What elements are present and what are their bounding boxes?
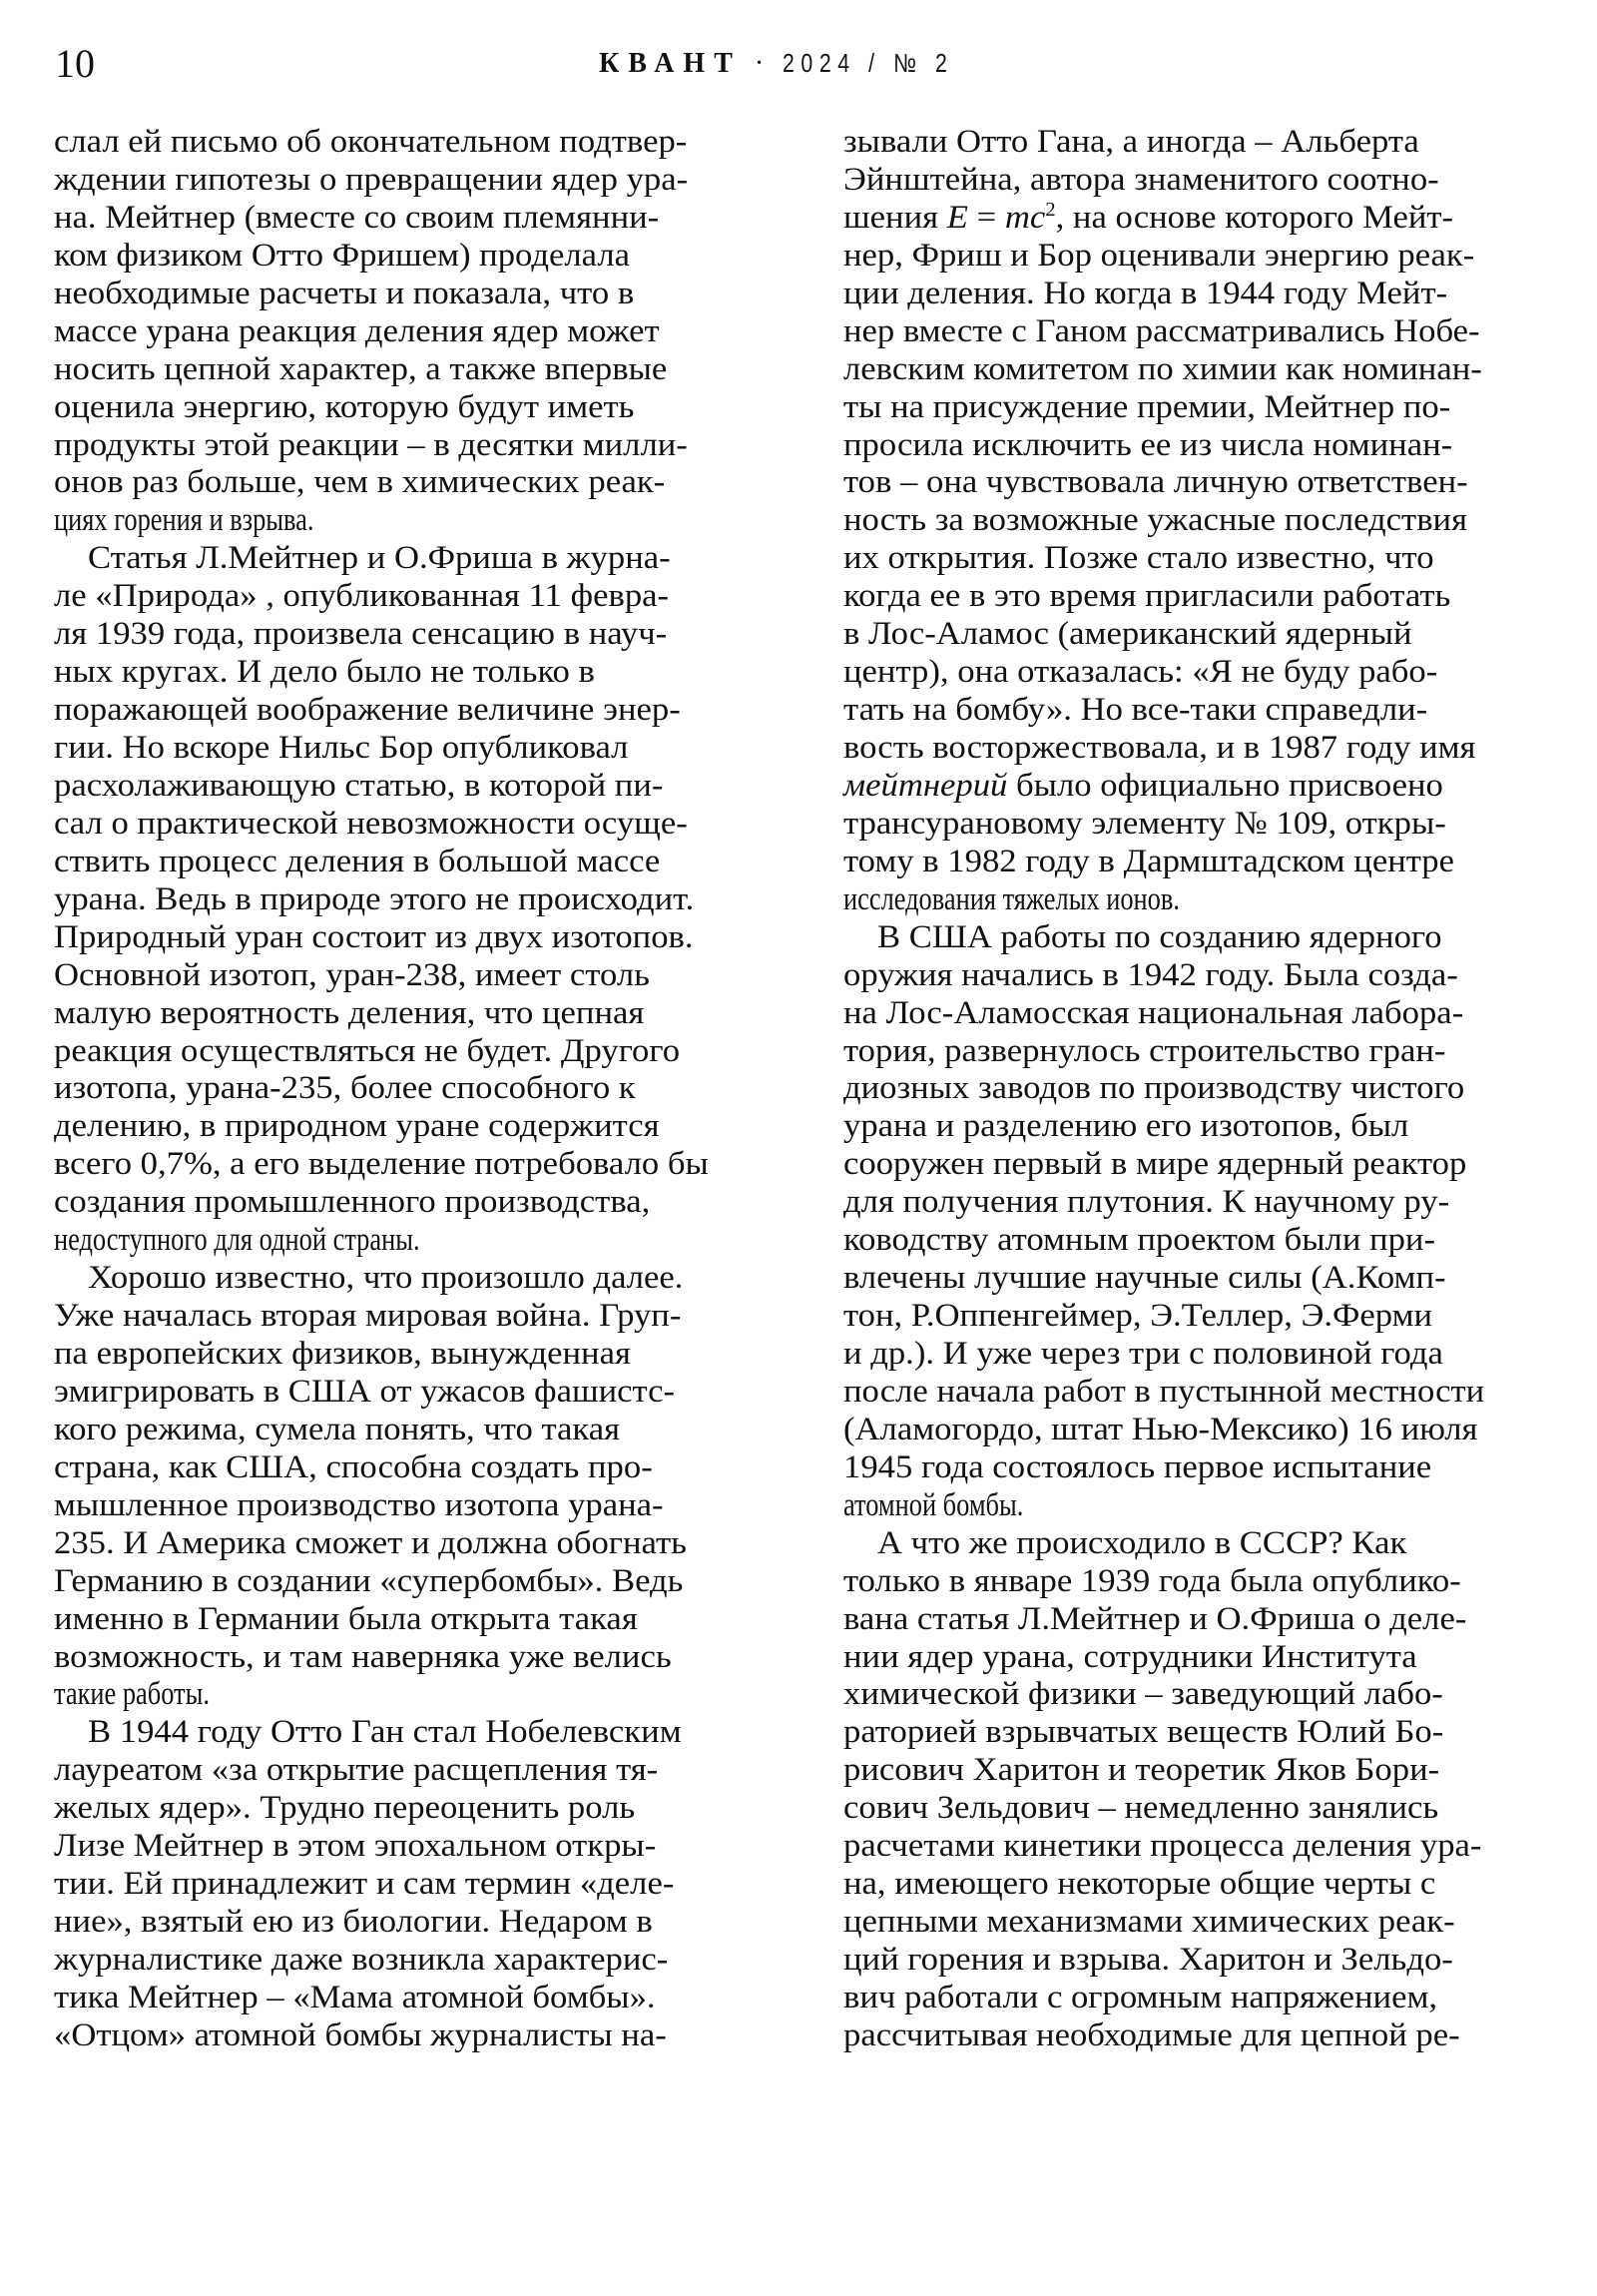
text-line xyxy=(54,957,753,995)
line-text: Хорошо известно, что произошло далее. xyxy=(88,1260,684,1297)
line-text: такие работы. xyxy=(54,1676,210,1713)
text-line xyxy=(54,1298,753,1336)
line-text: тов – она чувствовала личную ответствен- xyxy=(843,464,1468,501)
text-line xyxy=(54,200,753,238)
line-text: сооружен первый в мире ядерный реактор xyxy=(843,1146,1467,1183)
line-text: недоступного для одной страны. xyxy=(54,1222,420,1259)
text-line xyxy=(54,1828,753,1866)
line-text: на. Мейтнер (вместе со своим племянни- xyxy=(54,199,660,236)
text-line xyxy=(843,540,1542,578)
text-line xyxy=(54,1412,753,1449)
line-text: В США работы по созданию ядерного xyxy=(877,918,1442,955)
text-line xyxy=(54,1676,753,1714)
line-text: после начала работ в пустынной местности xyxy=(843,1373,1485,1410)
line-text: именно в Германии была открыта такая xyxy=(54,1600,638,1637)
text-line xyxy=(54,2017,753,2055)
text-line xyxy=(54,1070,753,1108)
line-text: носить цепной характер, а также впервые xyxy=(54,350,668,387)
line-text: сович Зельдович – немедленно занялись xyxy=(843,1790,1439,1827)
line-text: вана статья Л.Мейтнер и О.Фриша о деле- xyxy=(843,1600,1467,1637)
text-line xyxy=(843,1828,1542,1866)
text-line xyxy=(843,1260,1542,1298)
issue-number: 2024 / № 2 xyxy=(783,48,954,78)
text-line xyxy=(54,881,753,919)
line-text: рисович Харитон и теоретик Яков Бори- xyxy=(843,1752,1440,1789)
text-line xyxy=(54,616,753,654)
line-text: только в январе 1939 года была опублико- xyxy=(843,1562,1461,1599)
formula-part: E xyxy=(946,199,968,236)
text-line xyxy=(54,502,753,540)
line-text: расхолаживающую статью, в которой пи- xyxy=(54,767,664,804)
line-text: ты на присуждение премии, Мейтнер по- xyxy=(843,388,1451,425)
text-line xyxy=(54,1336,753,1374)
text-line xyxy=(54,162,753,200)
line-text: диозных заводов по производству чистого xyxy=(843,1070,1465,1107)
line-text: Германию в создании «супербомбы». Ведь xyxy=(54,1562,684,1599)
line-text: Эйнштейна, автора знаменитого соотно- xyxy=(843,161,1439,198)
text-line xyxy=(54,124,753,162)
text-line xyxy=(54,1790,753,1828)
line-text xyxy=(843,200,1453,238)
text-line xyxy=(54,276,753,313)
line-text: «Отцом» атомной бомбы журналисты на- xyxy=(54,2016,667,2053)
text-line xyxy=(54,919,753,957)
text-line xyxy=(54,692,753,730)
line-text: тому в 1982 году в Дармштадском центре xyxy=(843,843,1455,879)
line-text: исследования тяжелых ионов. xyxy=(843,880,1180,917)
text-line xyxy=(54,389,753,427)
text-line xyxy=(54,1942,753,1980)
line-text: в Лос-Аламос (американский ядерный xyxy=(843,616,1412,653)
line-text: журналистике даже возникла характерис- xyxy=(54,1942,669,1978)
text-line xyxy=(843,1563,1542,1601)
line-text: делению, в природном уране содержится xyxy=(54,1108,660,1145)
text-line xyxy=(843,1980,1542,2017)
line-text: рассчитывая необходимые для цепной ре- xyxy=(843,2016,1460,2053)
line-text: слал ей письмо об окончательном подтвер- xyxy=(54,124,688,160)
line-text: В 1944 году Отто Ган стал Нобелевским xyxy=(88,1714,682,1751)
line-text: мышленное производство изотопа урана- xyxy=(54,1486,664,1523)
text-line xyxy=(54,1904,753,1942)
line-text: урана и разделению его изотопов, был xyxy=(843,1108,1409,1145)
running-head xyxy=(599,50,998,78)
text-line xyxy=(54,1374,753,1412)
paragraph-first-line xyxy=(843,919,1542,957)
line-text: Статья Л.Мейтнер и О.Фриша в журна- xyxy=(88,540,671,577)
line-text: лауреатом «за открытие расщепления тя- xyxy=(54,1752,659,1789)
line-text: ствить процесс деления в большой массе xyxy=(54,843,661,879)
line-text: Природный уран состоит из двух изотопов. xyxy=(54,918,694,955)
header-separator: · xyxy=(754,48,765,79)
line-text: трансурановому элементу № 109, откры- xyxy=(843,805,1446,842)
text-line xyxy=(843,1449,1542,1487)
text-line xyxy=(843,1714,1542,1752)
text-line xyxy=(843,389,1542,427)
formula-exponent: 2 xyxy=(1045,198,1056,221)
line-text: онов раз больше, чем в химических реак- xyxy=(54,464,666,501)
journal-title: КВАНТ xyxy=(599,48,742,79)
line-text: и др.). И уже через три с половиной года xyxy=(843,1336,1443,1372)
line-text: сал о практической невозможности осуще- xyxy=(54,805,688,842)
paragraph-first-line xyxy=(54,1260,753,1298)
text-line xyxy=(843,1222,1542,1260)
text-line xyxy=(54,1146,753,1184)
text-line xyxy=(843,276,1542,313)
text-line xyxy=(54,1222,753,1260)
text-line xyxy=(843,2017,1542,2055)
text-line xyxy=(843,1904,1542,1942)
line-text: расчетами кинетики процесса деления ура- xyxy=(843,1828,1482,1865)
text-line xyxy=(54,351,753,389)
line-text: Уже началась вторая мировая война. Груп- xyxy=(54,1298,682,1335)
line-text: ле «Природа» , опубликованная 11 февра- xyxy=(54,578,670,615)
text-line xyxy=(54,1601,753,1639)
line-text: оружия начались в 1942 году. Была созда- xyxy=(843,956,1458,993)
line-text: оценила энергию, которую будут иметь xyxy=(54,388,635,425)
line-text: Лизе Мейтнер в этом эпохальном откры- xyxy=(54,1828,657,1865)
text-line xyxy=(54,806,753,844)
text-line xyxy=(843,654,1542,692)
text-line xyxy=(843,806,1542,844)
text-line xyxy=(54,1184,753,1222)
formula-part: шения xyxy=(843,199,947,236)
line-text: тория, развернулось строительство гран- xyxy=(843,1032,1446,1069)
text-line xyxy=(843,692,1542,730)
line-text: атомной бомбы. xyxy=(843,1486,1024,1523)
line-text: цепными механизмами химических реак- xyxy=(843,1904,1455,1941)
line-text: ком физиком Отто Фришем) проделала xyxy=(54,237,631,274)
line-text-rest: было официально присвоено xyxy=(1007,767,1443,804)
text-line xyxy=(54,995,753,1033)
text-column-left xyxy=(54,124,753,2055)
text-line xyxy=(843,844,1542,881)
paragraph-first-line xyxy=(54,1714,753,1752)
text-line xyxy=(843,1108,1542,1146)
line-text: ции деления. Но когда в 1944 году Мейт- xyxy=(843,275,1448,311)
line-text: просила исключить ее из числа номинан- xyxy=(843,426,1453,463)
line-text: тика Мейтнер – «Мама атомной бомбы». xyxy=(54,1979,656,2015)
text-line xyxy=(843,1866,1542,1904)
line-text: ций горения и взрыва. Харитон и Зельдо- xyxy=(843,1942,1453,1978)
paragraph-first-line xyxy=(54,540,753,578)
line-text: ных кругах. И дело было не только в xyxy=(54,654,595,691)
formula-part: , на основе которого Мейт- xyxy=(1055,199,1454,236)
line-text: А что же происходило в СССР? Как xyxy=(877,1524,1407,1561)
line-text: поражающей воображение величине энер- xyxy=(54,692,681,729)
line-text: их открытия. Позже стало известно, что xyxy=(843,540,1434,577)
text-line xyxy=(843,502,1542,540)
line-text: на, имеющего некоторые общие черты с xyxy=(843,1866,1436,1903)
line-text: тон, Р.Оппенгеймер, Э.Теллер, Э.Ферми xyxy=(843,1298,1433,1335)
text-line xyxy=(843,313,1542,351)
line-text: массе урана реакция деления ядер может xyxy=(54,312,660,349)
text-line xyxy=(843,1601,1542,1639)
text-line xyxy=(843,1374,1542,1412)
line-text: малую вероятность деления, что цепная xyxy=(54,994,645,1031)
text-line xyxy=(843,200,1542,238)
line-text: реакция осуществляться не будет. Другого xyxy=(54,1032,681,1069)
text-line xyxy=(843,995,1542,1033)
text-line xyxy=(843,1412,1542,1449)
text-line xyxy=(843,1184,1542,1222)
line-text xyxy=(843,768,1443,806)
paragraph-first-line xyxy=(843,1525,1542,1563)
line-text: гии. Но вскоре Нильс Бор опубликовал xyxy=(54,730,629,766)
line-text: нии ядер урана, сотрудники Института xyxy=(843,1638,1417,1675)
text-line xyxy=(843,427,1542,465)
line-text: (Аламогордо, штат Нью-Мексико) 16 июля xyxy=(843,1411,1478,1447)
text-line xyxy=(843,1033,1542,1071)
line-text: когда ее в это время пригласили работать xyxy=(843,578,1451,615)
text-line xyxy=(54,464,753,502)
text-line xyxy=(843,464,1542,502)
text-line xyxy=(843,1336,1542,1374)
text-line xyxy=(843,578,1542,616)
line-text: возможность, и там наверняка уже велись xyxy=(54,1638,672,1675)
line-text: ля 1939 года, произвела сенсацию в науч- xyxy=(54,616,668,653)
line-text: кого режима, сумела понять, что такая xyxy=(54,1411,621,1447)
line-text: химической физики – заведующий лабо- xyxy=(843,1676,1443,1713)
text-line xyxy=(54,1980,753,2017)
text-line xyxy=(54,1866,753,1904)
line-text: желых ядер». Трудно переоценить роль xyxy=(54,1790,636,1827)
line-text: необходимые расчеты и показала, что в xyxy=(54,275,635,311)
text-line xyxy=(54,654,753,692)
line-text: раторией взрывчатых веществ Юлий Бо- xyxy=(843,1714,1444,1751)
text-line xyxy=(843,1752,1542,1790)
line-text: нер, Фриш и Бор оценивали энергию реак- xyxy=(843,237,1475,274)
line-text: циях горения и взрыва. xyxy=(54,502,314,539)
text-line xyxy=(843,1790,1542,1828)
line-text: тии. Ей принадлежит и сам термин «деле- xyxy=(54,1866,675,1903)
italic-term: мейтнерий xyxy=(843,767,1008,804)
text-line xyxy=(54,1563,753,1601)
line-text: эмигрировать в США от ужасов фашистс- xyxy=(54,1373,676,1410)
text-line xyxy=(54,578,753,616)
text-line xyxy=(843,1298,1542,1336)
page-number: 10 xyxy=(55,41,95,86)
line-text: урана. Ведь в природе этого не происходит. xyxy=(54,880,695,917)
formula-part: = xyxy=(967,199,1005,236)
text-line xyxy=(54,1525,753,1563)
line-text: ние», взятый ею из биологии. Недаром в xyxy=(54,1904,653,1941)
text-line xyxy=(843,1676,1542,1714)
line-text: на Лос-Аламосская национальная лабора- xyxy=(843,994,1464,1031)
line-text: изотопа, урана-235, более способного к xyxy=(54,1070,636,1107)
text-line xyxy=(54,768,753,806)
text-line xyxy=(54,730,753,768)
text-line xyxy=(843,238,1542,276)
line-text: ководству атомным проектом были при- xyxy=(843,1222,1436,1259)
text-line xyxy=(843,730,1542,768)
text-line xyxy=(843,616,1542,654)
line-text: зывали Отто Гана, а иногда – Альберта xyxy=(843,124,1419,160)
text-line xyxy=(843,1146,1542,1184)
line-text: вость восторжествовала, и в 1987 году имя xyxy=(843,730,1476,766)
text-line xyxy=(54,1487,753,1525)
text-line xyxy=(843,1070,1542,1108)
line-text: левским комитетом по химии как номинан- xyxy=(843,350,1482,387)
line-text: 1945 года состоялось первое испытание xyxy=(843,1448,1432,1485)
line-text: всего 0,7%, а его выделение потребовало бы xyxy=(54,1146,709,1183)
line-text: создания промышленного производства, xyxy=(54,1184,651,1221)
text-line xyxy=(54,238,753,276)
text-line xyxy=(843,162,1542,200)
text-column-right xyxy=(843,124,1542,2055)
text-line xyxy=(843,124,1542,162)
line-text: продукты этой реакции – в десятки милли- xyxy=(54,426,688,463)
line-text: центр), она отказалась: «Я не буду рабо- xyxy=(843,654,1438,691)
line-text: тать на бомбу». Но все-таки справедли- xyxy=(843,692,1428,729)
text-line xyxy=(54,1033,753,1071)
line-text: па европейских физиков, вынужденная xyxy=(54,1336,631,1372)
text-line xyxy=(54,1449,753,1487)
line-text: нер вместе с Ганом рассматривались Нобе- xyxy=(843,312,1480,349)
text-line xyxy=(54,1639,753,1677)
text-line xyxy=(54,313,753,351)
text-line xyxy=(843,351,1542,389)
text-line xyxy=(843,881,1542,919)
line-text: страна, как США, способна создать про- xyxy=(54,1448,653,1485)
line-text: ждении гипотезы о превращении ядер ура- xyxy=(54,161,689,198)
line-text: 235. И Америка сможет и должна обогнать xyxy=(54,1524,687,1561)
formula-part: mc xyxy=(1004,199,1046,236)
text-line xyxy=(843,768,1542,806)
line-text: влечены лучшие научные силы (А.Комп- xyxy=(843,1260,1446,1297)
text-line xyxy=(843,1487,1542,1525)
line-text: для получения плутония. К научному ру- xyxy=(843,1184,1450,1221)
line-text: Основной изотоп, уран-238, имеет столь xyxy=(54,956,650,993)
text-line xyxy=(843,1942,1542,1980)
text-line xyxy=(843,957,1542,995)
text-line xyxy=(54,427,753,465)
text-line xyxy=(843,1639,1542,1677)
line-text: ность за возможные ужасные последствия xyxy=(843,502,1468,539)
text-line xyxy=(54,1108,753,1146)
line-text: вич работали с огромным напряжением, xyxy=(843,1979,1438,2015)
text-line xyxy=(54,1752,753,1790)
text-line xyxy=(54,844,753,881)
